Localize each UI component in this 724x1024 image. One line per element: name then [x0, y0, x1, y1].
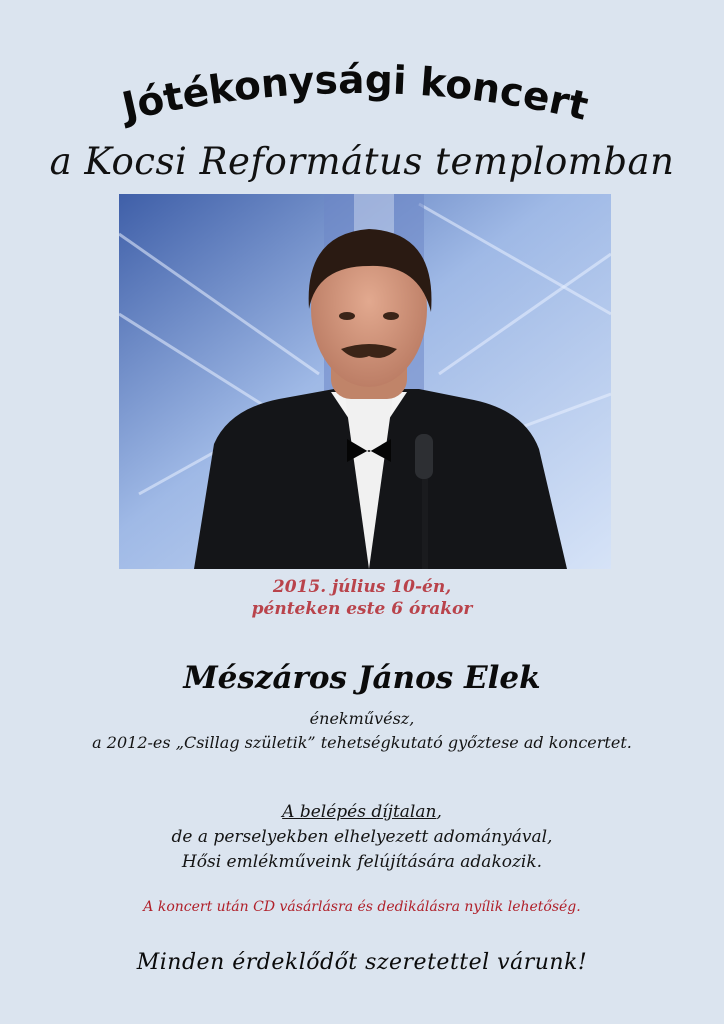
- event-date: 2015. július 10-én,: [272, 577, 452, 597]
- performer-photo: [119, 194, 611, 569]
- event-datetime: [0, 576, 724, 620]
- svg-text:Jótékonysági koncert: [115, 58, 592, 130]
- performer-name: Mészáros János Elek: [183, 660, 541, 696]
- event-time: pénteken este 6 órakor: [251, 599, 473, 619]
- donation-line-2: Hősi emlékműveink felújítására adakozik.: [181, 852, 543, 872]
- entry-info: [0, 800, 724, 875]
- poster-title-text: Jótékonysági koncert: [118, 57, 593, 130]
- performer-description: [0, 707, 724, 755]
- donation-line-1: de a perselyekben elhelyezett adományával,: [171, 827, 553, 847]
- performer-achievement: a 2012-es „Csillag születik” tehetségkutató győztese ad koncertet.: [92, 733, 632, 752]
- cd-signing-note: A koncert után CD vásárlásra és dedikálásra nyílik lehetőség.: [143, 899, 581, 915]
- performer-role: énekművész,: [309, 709, 415, 728]
- poster-title: [0, 40, 724, 130]
- entry-free-line: [0, 800, 724, 825]
- entry-free: A belépés díjtalan: [282, 802, 437, 822]
- venue-subtitle: a Kocsi Református templomban: [49, 140, 675, 183]
- entry-comma: ,: [436, 802, 442, 822]
- welcome-message: Minden érdeklődőt szeretettel várunk!: [136, 950, 588, 975]
